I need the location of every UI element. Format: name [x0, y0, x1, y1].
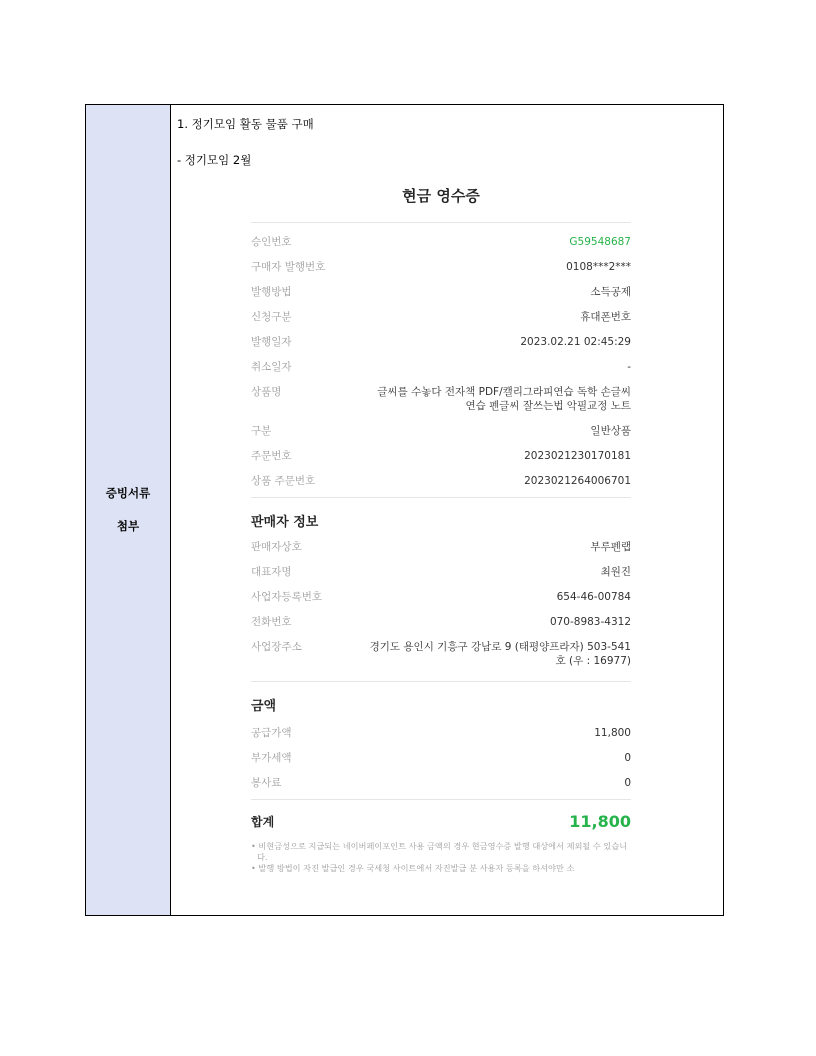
- amount-row-service: [251, 776, 631, 790]
- note-item: • 발행 방법이 자진 발급인 경우 국세청 사이트에서 자진발급 분 사용자 등록을 하셔야만 소: [251, 863, 575, 873]
- receipt-row-method: [251, 285, 631, 299]
- label-line2: 첨부: [116, 519, 140, 533]
- evidence-table: [85, 104, 724, 916]
- seller-row-business-number: [251, 590, 631, 604]
- row-value: 070-8983-4312: [549, 616, 631, 628]
- row-label: 판매자상호: [251, 541, 302, 553]
- amount-section-title: 금액: [251, 699, 277, 714]
- receipt-row-issue-date: [251, 335, 631, 349]
- row-value: [370, 640, 631, 668]
- receipt-row-approval: [251, 235, 631, 249]
- row-label: 공급가액: [251, 727, 292, 739]
- total-label: 합계: [251, 815, 275, 829]
- seller-row-representative: [251, 565, 631, 579]
- row-label: 신청구분: [251, 311, 292, 323]
- row-label: 봉사료: [251, 777, 282, 789]
- receipt-row-order-number: [251, 449, 631, 463]
- row-value: 부루펜랩: [590, 541, 631, 553]
- seller-row-name: [251, 540, 631, 554]
- row-label: 상품 주문번호: [251, 475, 316, 487]
- row-value-line2: 연습 펜글씨 잘쓰는법 악필교정 노트: [465, 400, 631, 412]
- row-value: 0: [624, 752, 631, 764]
- row-label: 사업장주소: [251, 641, 302, 653]
- row-label: 승인번호: [251, 236, 292, 248]
- row-label: 취소일자: [251, 361, 292, 373]
- row-value: 2023021264006701: [524, 475, 631, 487]
- label-line1: 증빙서류: [105, 485, 151, 500]
- amount-row-supply: [251, 726, 631, 740]
- row-value: 최원진: [600, 566, 631, 578]
- row-value: G59548687: [569, 236, 631, 248]
- row-label: 구매자 발행번호: [251, 261, 326, 273]
- row-label: 상품명: [251, 386, 282, 398]
- row-value: 일반상품: [590, 425, 631, 437]
- seller-row-address: [251, 640, 631, 668]
- receipt-row-buyer-number: [251, 260, 631, 274]
- note-item: • 비현금성으로 지급되는 네이버페이포인트 사용 금액의 경우 현금영수증 발행 대상에서 제외될 수 있습니다.: [251, 841, 628, 862]
- row-label: 부가세액: [251, 752, 292, 764]
- cash-receipt: [251, 185, 631, 874]
- row-label: 전화번호: [251, 616, 292, 628]
- receipt-title: 현금 영수증: [402, 187, 480, 205]
- row-value: 11,800: [594, 727, 631, 739]
- row-label: 대표자명: [251, 566, 292, 578]
- label-cell: [86, 105, 171, 915]
- seller-section-title: 판매자 정보: [251, 515, 319, 530]
- receipt-row-product-order-number: [251, 474, 631, 488]
- row-value: 휴대폰번호: [580, 311, 631, 323]
- content-subheading: - 정기모임 2월: [177, 153, 252, 167]
- row-value: 2023021230170181: [524, 450, 631, 462]
- row-label: 발행방법: [251, 286, 292, 298]
- row-value: -: [627, 361, 631, 373]
- row-label: 구분: [251, 425, 272, 437]
- receipt-row-product-name: [251, 385, 631, 413]
- total-row: [251, 812, 631, 831]
- row-label: 사업자등록번호: [251, 591, 323, 603]
- row-value-line2: 호 (우 : 16977): [555, 655, 631, 667]
- receipt-notes: [251, 841, 631, 874]
- row-value: 소득공제: [590, 286, 631, 298]
- row-value: [377, 385, 631, 413]
- total-value: 11,800: [569, 812, 631, 831]
- seller-row-phone: [251, 615, 631, 629]
- amount-row-vat: [251, 751, 631, 765]
- receipt-row-category: [251, 424, 631, 438]
- row-label: 주문번호: [251, 450, 292, 462]
- row-value-line1: 글씨를 수놓다 전자책 PDF/캘리그라피연습 독학 손글씨: [377, 386, 631, 398]
- content-heading: 1. 정기모임 활동 물품 구매: [177, 117, 314, 131]
- row-label: 발행일자: [251, 336, 292, 348]
- row-value: 0108***2***: [566, 261, 631, 273]
- row-value: 654-46-00784: [556, 591, 631, 603]
- row-value-line1: 경기도 용인시 기흥구 강남로 9 (태평양프라자) 503-541: [369, 641, 631, 653]
- row-value: 0: [624, 777, 631, 789]
- receipt-row-cancel-date: [251, 360, 631, 374]
- content-cell: [171, 105, 723, 915]
- receipt-row-request-type: [251, 310, 631, 324]
- row-value: 2023.02.21 02:45:29: [520, 336, 631, 348]
